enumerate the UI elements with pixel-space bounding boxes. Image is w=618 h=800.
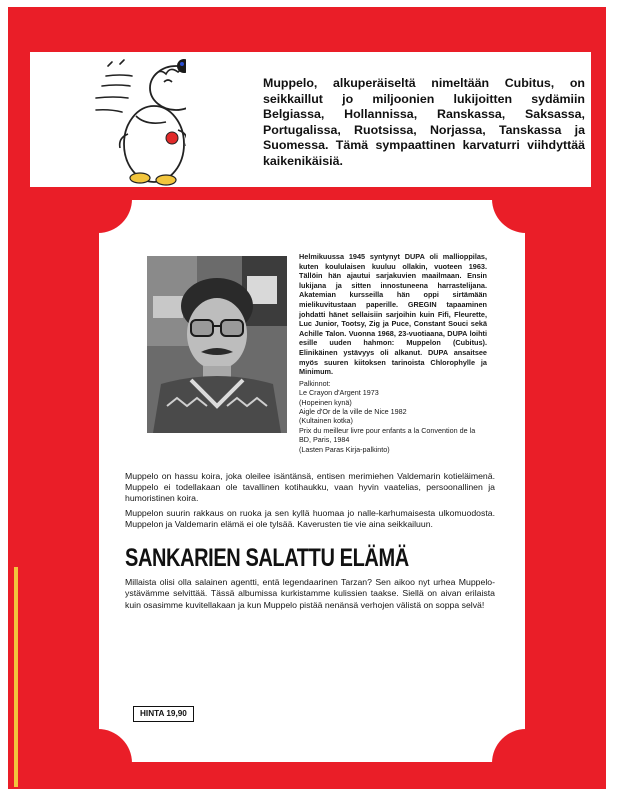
awards-title: Palkinnot: (299, 378, 331, 388)
corner-cutout (98, 199, 132, 233)
corner-cutout (492, 199, 526, 233)
intro-text: Muppelo, alkuperäiseltä nimeltään Cubitus, on seikkaillut jo miljoonien lukijoitten sydämiin Belgiassa, Hollannissa, Ranskassa, Saksassa, Portugalissa, Ruotsissa, Norjassa, Tanskassa ja Suomessa. Tämä sympaattinen karvaturri viihdyttää kaikenikäisiä. (263, 76, 585, 168)
corner-cutout (492, 729, 526, 763)
story-paragraph: Muppelo on hassu koira, joka oleilee isäntänsä, entisen merimiehen Valdemarin kotieläimenä. Muppelo ei todellakaan ole tavallinen kotihaukku, vaan hyvin vaatelias, persoonallinen ja humoristinen koira. (125, 471, 495, 504)
main-panel (99, 200, 525, 762)
award-item: Aigle d'Or de la ville de Nice 1982 (299, 406, 407, 416)
award-item: (Hopeinen kynä) (299, 397, 352, 407)
award-item: Prix du meilleur livre pour enfants a la Convention de la BD, Paris, 1984 (299, 425, 476, 445)
author-portrait-icon (147, 256, 287, 433)
spine-edge (14, 567, 18, 787)
bio-text: Helmikuussa 1945 syntynyt DUPA oli mallioppilas, kuten koululaisen kuuluu ollakin, vuoteen 1963. Tällöin hän ajautui sarjakuvien maailmaan. Ensin lukijana ja sitten innostuneena harrastelijana. Akatemian kursseilla hän oppi sirtämään mielikuvitustaan paperille. GREGIN tapaaminen johdatti hänet sellaisiin sarjoihin kuin Fifi, Fleurette, Luc Junior, Tootsy, Zig ja Puce, Constant Souci sekä Achille Talon. Vuonna 1968, 23-vuotiaana, DUPA loihti esille uuden hahmon: Muppelon (Cubitus). Elinikäinen ystävyys oli alkanut. DUPA ansaitsee myös suuren kiitoksen tarinoista Chlorophylle ja Minimum. (299, 252, 487, 377)
story-paragraph: Muppelon suurin rakkaus on ruoka ja sen kyllä huomaa jo nalle-karhumaisesta ulkomuodosta. Muppelon ja Valdemarin elämä ei ole tylsää. Kaverusten tie vie aina seikkailuun. (125, 507, 495, 529)
corner-cutout (98, 729, 132, 763)
back-cover (8, 7, 606, 789)
story-description (125, 471, 495, 533)
award-item: (Lasten Paras Kirja-palkinto) (299, 444, 390, 454)
award-item: Le Crayon d'Argent 1973 (299, 388, 379, 398)
author-bio (299, 252, 487, 454)
album-title: SANKARIEN SALATTU ELÄMÄ (125, 544, 409, 572)
price-tag: HINTA 19,90 (133, 706, 194, 722)
author-photo (147, 256, 287, 433)
intro-panel (30, 52, 591, 187)
album-blurb: Millaista olisi olla salainen agentti, entä legendaarinen Tarzan? Sen aikoo nyt urhea Muppelo-ystävämme selvittää. Tässä albumissa kurkistamme kulissien taakse. Siellä on aivan erilaista kuin osasimme kuvitellakaan ja kun Muppelo pistää nenänsä verhojen välistä on soppa selvä! (125, 577, 495, 610)
award-item: (Kultainen kotka) (299, 416, 353, 426)
cubitus-mascot-icon (36, 46, 186, 186)
